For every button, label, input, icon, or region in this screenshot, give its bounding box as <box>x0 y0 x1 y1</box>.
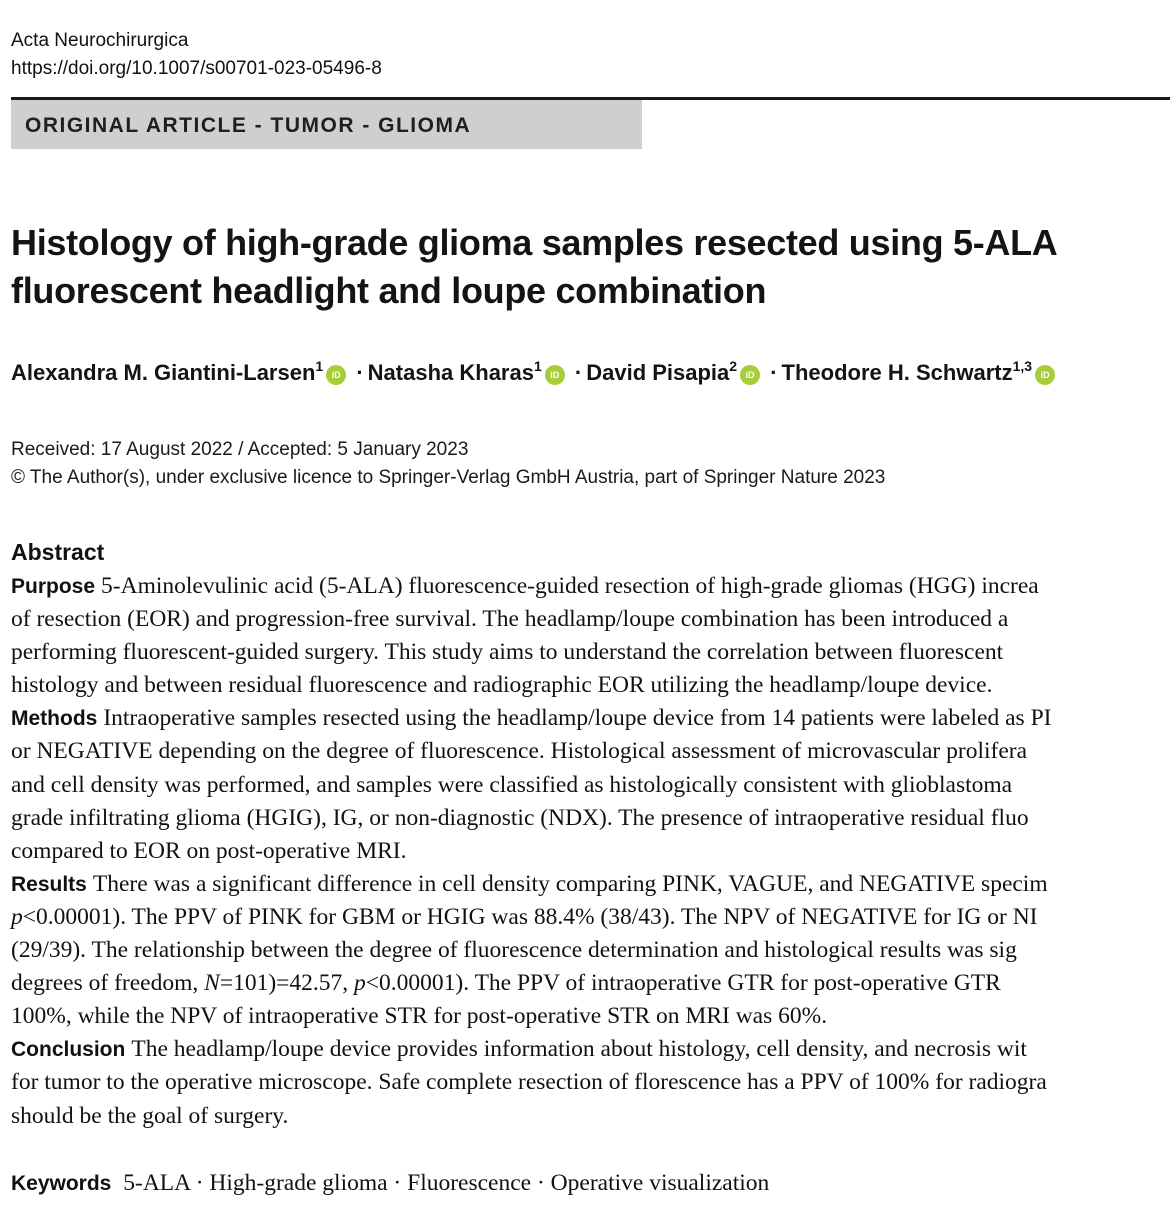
purpose-label: Purpose <box>11 575 96 598</box>
author-list <box>11 357 1055 389</box>
abstract-line <box>11 603 1170 636</box>
abstract-text: should be the goal of surgery. <box>11 1102 289 1129</box>
stat-symbol: p <box>11 903 23 930</box>
abstract-line <box>11 1000 1170 1033</box>
abstract-line <box>11 1033 1170 1066</box>
abstract-text: and cell density was performed, and samples were classified as histologically consistent with glioblastoma <box>11 771 1013 798</box>
abstract-line <box>11 1100 1170 1133</box>
received-accepted: Received: 17 August 2022 / Accepted: 5 January 2023 <box>11 439 469 460</box>
abstract-text: or NEGATIVE depending on the degree of fluorescence. Histological assessment of microvascular prolifera <box>11 738 1028 765</box>
abstract-line <box>11 967 1170 1000</box>
abstract-text: There was a significant difference in cell density comparing PINK, VAGUE, and NEGATIVE specim <box>92 870 1048 897</box>
author-affiliation: 1 <box>533 358 542 374</box>
title-line-1: Histology of high-grade glioma samples resected using 5-ALA <box>11 222 1058 263</box>
copyright-notice: © The Author(s), under exclusive licence to Springer-Verlag GmbH Austria, part of Springer Nature 2023 <box>11 467 886 488</box>
abstract-line <box>11 934 1170 967</box>
abstract-text: grade infiltrating glioma (HGIG), IG, or non-diagnostic (NDX). The presence of intraoperative residual fluo <box>11 804 1029 831</box>
orcid-icon[interactable]: iD <box>326 365 346 385</box>
article-type-banner: ORIGINAL ARTICLE - TUMOR - GLIOMA <box>11 100 642 149</box>
abstract-line <box>11 802 1170 835</box>
abstract-text: of resection (EOR) and progression-free survival. The headlamp/loupe combination has been introduced a <box>11 606 1009 633</box>
author-name[interactable]: Theodore H. Schwartz <box>781 360 1013 385</box>
author-name[interactable]: Alexandra M. Giantini-Larsen <box>11 360 316 385</box>
orcid-icon[interactable]: iD <box>1035 365 1055 385</box>
author-separator: · <box>574 360 583 385</box>
publication-dates <box>11 436 885 492</box>
stat-symbol: p <box>354 970 366 997</box>
abstract-text: <0.00001). The PPV of PINK for GBM or HGIG was 88.4% (38/43). The NPV of NEGATIVE for IG or NI <box>22 903 1038 930</box>
abstract-text: 100%, while the NPV of intraoperative STR for post-operative STR on MRI was 60%. <box>11 1003 828 1030</box>
abstract-text: 5-Aminolevulinic acid (5-ALA) fluorescence-guided resection of high-grade gliomas (HGG) increa <box>101 573 1039 599</box>
abstract-heading: Abstract <box>11 539 105 565</box>
abstract-text: <0.00001). The PPV of intraoperative GTR for post-operative GTR <box>365 970 1001 997</box>
abstract-line <box>11 868 1170 901</box>
abstract-line <box>11 901 1170 934</box>
doi-link[interactable]: https://doi.org/10.1007/s00701-023-05496-8 <box>11 58 382 79</box>
article-title <box>11 219 1131 315</box>
abstract-text: histology and between residual fluorescence and radiographic EOR utilizing the headlamp/loupe device. <box>11 672 993 699</box>
orcid-icon[interactable]: iD <box>740 365 760 385</box>
abstract-text: The headlamp/loupe device provides information about histology, cell density, and necrosis wit <box>131 1036 1027 1063</box>
abstract-line <box>11 669 1170 702</box>
journal-header <box>11 27 382 83</box>
abstract-line <box>11 702 1170 735</box>
keywords-label: Keywords <box>11 1172 112 1195</box>
abstract-body <box>11 570 1170 1133</box>
conclusion-label: Conclusion <box>11 1038 126 1062</box>
abstract-text: Intraoperative samples resected using the headlamp/loupe device from 14 patients were labeled as PI <box>103 705 1052 732</box>
author-separator: · <box>356 360 364 385</box>
abstract-line <box>11 769 1170 802</box>
abstract-line <box>11 1066 1170 1099</box>
abstract-line <box>11 835 1170 868</box>
abstract-text: performing fluorescent-guided surgery. This study aims to understand the correlation between fluorescent <box>11 639 1004 666</box>
abstract-text: compared to EOR on post-operative MRI. <box>11 837 407 864</box>
orcid-icon[interactable]: iD <box>545 365 565 385</box>
journal-name: Acta Neurochirurgica <box>11 30 189 51</box>
author-separator: · <box>770 360 778 385</box>
author-affiliation: 1,3 <box>1012 358 1033 374</box>
methods-label: Methods <box>11 707 98 731</box>
abstract-text: =101)=42.57, <box>219 970 355 997</box>
abstract-text: degrees of freedom, <box>11 970 205 997</box>
abstract-text: (29/39). The relationship between the degree of fluorescence determination and histological results was sig <box>11 937 1017 964</box>
abstract-text: for tumor to the operative microscope. Safe complete resection of florescence has a PPV of 100% for radiogra <box>11 1069 1047 1096</box>
results-label: Results <box>11 872 87 896</box>
title-line-2: fluorescent headlight and loupe combination <box>11 270 767 311</box>
author-affiliation: 1 <box>315 358 324 374</box>
author-affiliation: 2 <box>729 358 738 374</box>
abstract-line <box>11 735 1170 768</box>
author-name[interactable]: Natasha Kharas <box>367 360 534 385</box>
author-name[interactable]: David Pisapia <box>586 360 730 385</box>
keywords-text: 5-ALA · High-grade glioma · Fluorescence · Operative visualization <box>123 1170 770 1196</box>
stat-symbol: N <box>204 970 220 997</box>
abstract-line <box>11 636 1170 669</box>
abstract-line <box>11 570 1170 603</box>
keywords-line <box>11 1167 769 1200</box>
